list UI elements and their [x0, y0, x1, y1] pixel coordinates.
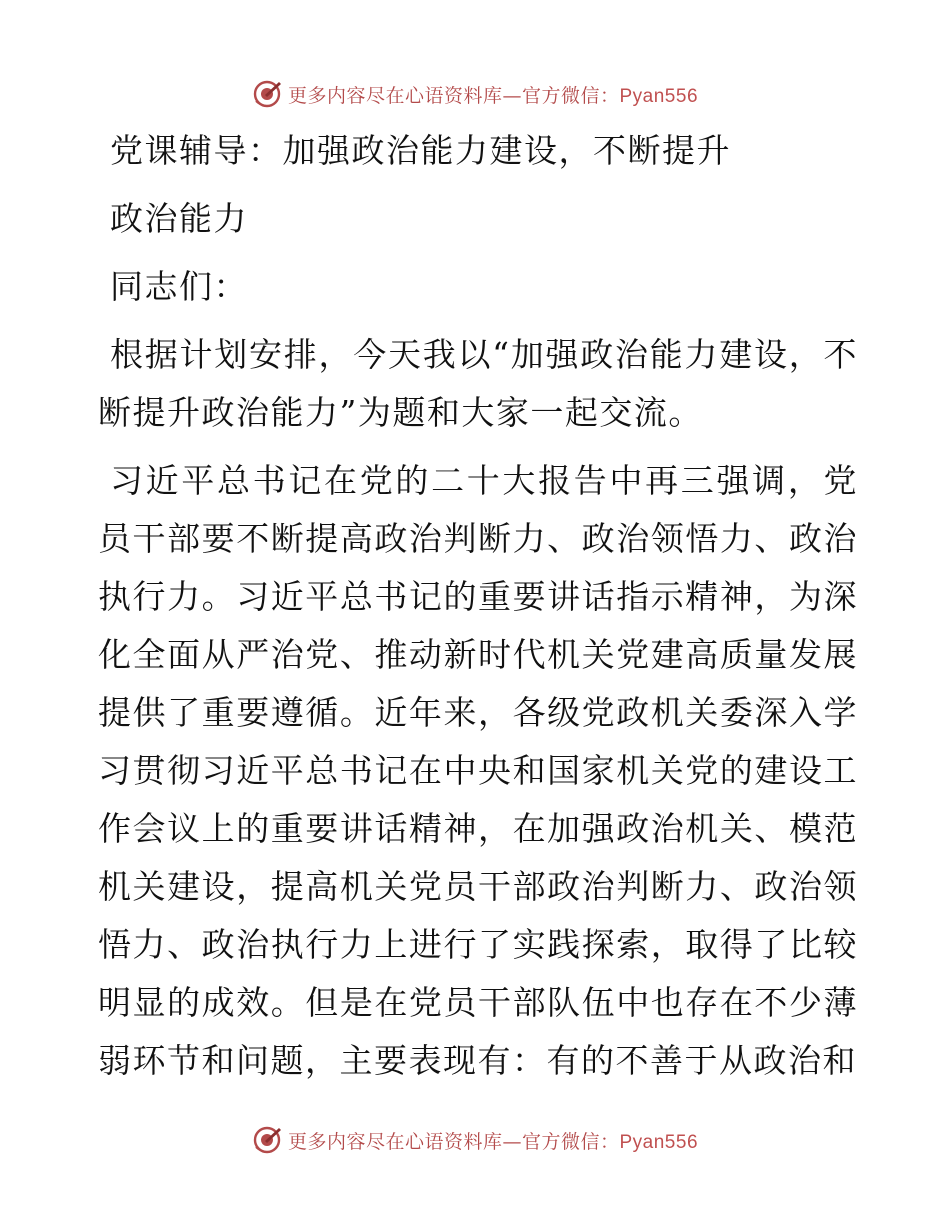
greeting: 同志们：	[110, 267, 248, 306]
brand-logo-icon	[252, 79, 282, 109]
footer-watermark	[0, 1118, 950, 1162]
document-body	[98, 122, 858, 1090]
watermark-id: Pyan556	[619, 85, 699, 107]
watermark-cn: 更多内容尽在心语资料库—官方微信：	[287, 84, 620, 107]
header-watermark	[0, 72, 950, 116]
watermark-id: Pyan556	[619, 1131, 699, 1153]
paragraph-2: 习近平总书记在党的二十大报告中再三强调，党员干部要不断提高政治判断力、政治领悟力、政治执行力。习近平总书记的重要讲话指示精神，为深化全面从严治党、推动新时代机关党建高质量发展提供了重要遵循。近年来，各级党政机关委深入学习贯彻习近平总书记在中央和国家机关党的建设工作会议上的重要讲话精神，在加强政治机关、模范机关建设，提高机关党员干部政治判断力、政治领悟力、政治执行力上进行了实践探索，取得了比较明显的成效。但是在党员干部队伍中也存在不少薄弱环节和问题，主要表现有：有的不善于从政治和	[98, 461, 858, 1080]
watermark-text	[288, 81, 698, 108]
watermark-cn: 更多内容尽在心语资料库—官方微信：	[287, 1130, 620, 1153]
brand-logo-icon	[252, 1125, 282, 1155]
paragraph-1: 根据计划安排，今天我以“加强政治能力建设，不断提升政治能力”为题和大家一起交流。	[98, 335, 858, 432]
document-title-line1: 党课辅导：加强政治能力建设，不断提升	[110, 131, 731, 170]
document-title-line2: 政治能力	[110, 199, 248, 238]
watermark-text	[288, 1127, 698, 1154]
